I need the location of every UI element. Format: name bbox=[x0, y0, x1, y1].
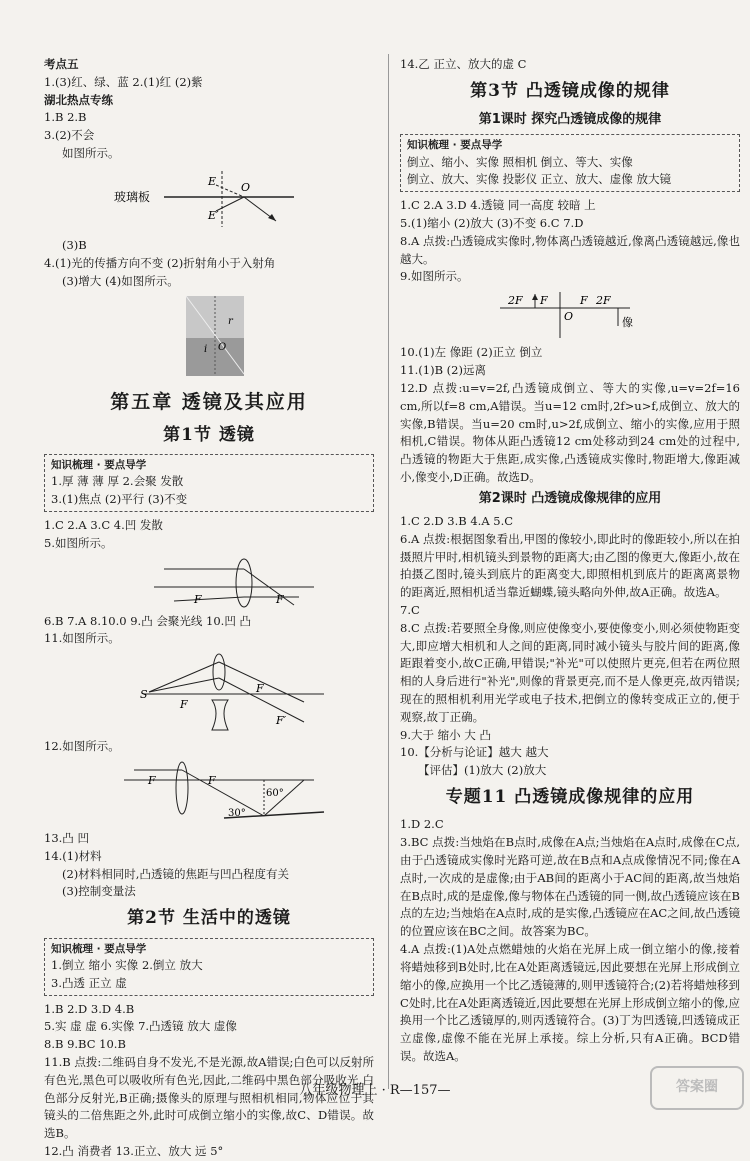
answer-line: 9.大于 缩小 大 凸 bbox=[400, 727, 491, 742]
answer-line: 倒立、放大、实像 投影仪 正立、放大、虚像 放大镜 bbox=[407, 172, 671, 187]
section-title: 第1节 透镜 bbox=[163, 424, 255, 445]
answer-line: (2)材料相同时,凸透镜的焦距与凹凸程度有关 bbox=[62, 866, 289, 881]
topic-title: 专题11 凸透镜成像规律的应用 bbox=[445, 787, 695, 808]
watermark-logo: 答案圈 bbox=[650, 1066, 744, 1110]
lens-mirror-diagram-svg bbox=[44, 760, 374, 826]
answer-line: 10.【分析与论证】越大 越大 bbox=[400, 745, 549, 760]
answer-line: 3.(1)焦点 (2)平行 (3)不变 bbox=[51, 492, 188, 507]
focus-f-left: F bbox=[148, 774, 156, 788]
label-f-right: F bbox=[580, 294, 588, 308]
section-title: 第2节 生活中的透镜 bbox=[127, 908, 291, 929]
label-image: 像 bbox=[622, 316, 633, 330]
knowledge-box bbox=[400, 134, 740, 192]
label-2f-right: 2F bbox=[596, 294, 611, 308]
answer-line: 14.乙 正立、放大的虚 C bbox=[400, 57, 527, 71]
answer-line: 1.厚 薄 薄 厚 2.会聚 发散 bbox=[51, 474, 184, 489]
answer-paragraph: 8.A 点拨:凸透镜成实像时,物体离凸透镜越近,像离凸透镜越远,像也越大。 bbox=[400, 233, 740, 266]
section-title: 第3节 凸透镜成像的规律 bbox=[470, 80, 670, 101]
answer-line: 6.B 7.A 8.10.0 9.凸 会聚光线 10.凹 凸 bbox=[44, 613, 251, 628]
image-position-diagram bbox=[400, 290, 740, 340]
answer-line: 12.凸 消费者 13.正立、放大 远 5° bbox=[44, 1144, 224, 1159]
answer-line: 9.如图所示。 bbox=[400, 269, 469, 284]
point-o: O bbox=[241, 180, 251, 194]
angle-30: 30° bbox=[228, 808, 246, 820]
answer-line: 1.C 2.A 3.D 4.透镜 同一高度 较暗 上 bbox=[400, 198, 596, 213]
answer-paragraph: 4.A 点拨:(1)A处点燃蜡烛的火焰在光屏上成一倒立缩小的像,接着将蜡烛移到B处时,比在A处距离透镜远,因此要想在光屏上形成倒立缩小的像,应换用一个比乙透镜薄的,则甲透镜符合;(2)若将蜡烛移到C处时,比在A处距离透镜近,因此要想在光屏上形成倒立缩小的像,应换用一个比乙透镜厚的,则丙透镜符合。(3)丁为凹透镜,凹透镜成正立虚像,虚像不能在光屏上承接。综上分析,只有A正确。BCD错误。故选A。 bbox=[400, 942, 740, 1063]
answer-line: 12.如图所示。 bbox=[44, 739, 120, 754]
answer-line: 8.B 9.BC 10.B bbox=[44, 1037, 126, 1052]
knowledge-box-title: 知识梳理 · 要点导学 bbox=[407, 139, 503, 152]
mirror-label: 玻璃板 bbox=[114, 189, 151, 204]
point-o: O bbox=[218, 342, 227, 354]
answer-line: 1.倒立 缩小 实像 2.倒立 放大 bbox=[51, 957, 203, 972]
answer-paragraph: 8.C 点拨:若要照全身像,则应使像变小,要使像变小,则必须使物距变大,即应增大相机和人之间的距离,同时减小镜头与胶片间的距离,像距跟着变小,故C正确,甲错误;"补光"可以使照片更亮,但若在两位照相的人身后进行"补光",则像的背景更亮,而不是人像更亮,故丙错误;现在的照相机利用光学或电子技术,把倒立的像转变成正立的,便于观察,故丁正确。 bbox=[400, 620, 740, 724]
chapter-title: 第五章 透镜及其应用 bbox=[110, 391, 308, 414]
left-column bbox=[44, 56, 374, 1161]
label-2f-left: 2F bbox=[508, 294, 523, 308]
answer-line: 如图所示。 bbox=[62, 146, 120, 161]
answer-paragraph: 12.D 点拨:u=v=2f,凸透镜成倒立、等大的实像,u=v=2f=16 cm,所以f=8 cm,A错误。当u=12 cm时,2f>u>f,成倒立、放大的实像,B错误。当u=20 cm时,u>2f,成倒立、缩小的实像,应用于照相机,C错误。物体从距凸透镜12 cm处移动到24 cm处的过程中,凸透镜的物距大于焦距,成实像,凸透镜成实像时,物距增大,像距减小,像变小,D正确。故选D。 bbox=[400, 380, 740, 484]
column-divider bbox=[388, 54, 389, 1089]
lesson-title: 第1课时 探究凸透镜成像的规律 bbox=[478, 112, 662, 128]
answer-line: 11.(1)B (2)远离 bbox=[400, 363, 486, 378]
point-s: S bbox=[140, 688, 148, 702]
answer-line: 5.如图所示。 bbox=[44, 535, 113, 550]
focus-f-right: F bbox=[276, 592, 284, 606]
answer-paragraph: 11.B 点拨:二维码自身不发光,不是光源,故A错误;白色可以反射所有色光,黑色可以吸收所有色光,因此,二维码中黑色部分吸收光,白色部分反射光,B正确;摄像头的原理与照相机相同,物体应位于其镜头的二倍焦距之外,此时可成倒立缩小的实像,故C、D错误。故选B。 bbox=[44, 1054, 374, 1141]
knowledge-box-title: 知识梳理 · 要点导学 bbox=[51, 459, 147, 472]
section-kd5-title: 考点五 bbox=[44, 57, 79, 71]
answer-line: 14.(1)材料 bbox=[44, 848, 102, 863]
focus-f-prime: F′ bbox=[276, 714, 287, 728]
answer-paragraph: 3.BC 点拨:当烛焰在B点时,成像在A点;当烛焰在A点时,成像在C点,由于凸透镜成实像时光路可逆,故在B点和A点成像情况不同;像在A点时,一次成的是虚像;由于AB间的距离小于AC间的距离,故当烛焰在B点时,成的是虚像,像与物体在凸透镜的同一侧,故凸透镜应该在B点的左边;当烛焰在A点时,成的是实像,凸透镜应在AC之间,故凸透镜的位置应该在BC之间。故答案为BC。 bbox=[400, 835, 740, 939]
answer-paragraph: 6.A 点拨:根据图象看出,甲图的像较小,即此时的像距较小,所以在拍摄照片甲时,相机镜头到景物的距离大;由乙图的像更大,像距小,故在拍摄乙图时,镜头到底片的距离变大,即照相机到底片的距离离景物的距离近,照相机适当靠近蝴蝶,镜头略向外伸,故A正确。故选A。 bbox=[400, 531, 740, 600]
answer-line: (3)控制变量法 bbox=[62, 884, 136, 899]
right-column bbox=[400, 56, 740, 1066]
lens-mirror-diagram bbox=[44, 760, 374, 826]
point-e-prime: E′ bbox=[208, 208, 219, 222]
point-e: E bbox=[208, 174, 217, 188]
answer-line: 3.(2)不会 bbox=[44, 128, 95, 143]
knowledge-box bbox=[44, 938, 374, 996]
answer-line: 11.如图所示。 bbox=[44, 631, 120, 646]
angle-i: i bbox=[204, 344, 208, 356]
angle-60: 60° bbox=[266, 788, 284, 800]
focus-f-right: F bbox=[208, 774, 216, 788]
answer-line: 倒立、缩小、实像 照相机 倒立、等大、实像 bbox=[407, 154, 633, 169]
lesson-title: 第2课时 凸透镜成像规律的应用 bbox=[478, 490, 662, 506]
page-footer: 八年级物理上 · R—157— bbox=[299, 1083, 451, 1098]
answer-line: 1.(3)红、绿、蓝 2.(1)红 (2)紫 bbox=[44, 74, 203, 89]
angle-r: r bbox=[228, 316, 233, 328]
image-position-diagram-svg bbox=[400, 290, 740, 340]
answer-line: 10.(1)左 像距 (2)正立 倒立 bbox=[400, 345, 543, 360]
mirror-diagram-svg bbox=[44, 167, 374, 233]
answer-line: 5.(1)缩小 (2)放大 (3)不变 6.C 7.D bbox=[400, 216, 584, 230]
concave-lens-diagram-svg bbox=[44, 652, 374, 734]
convex-lens-diagram bbox=[44, 557, 374, 609]
concave-lens-diagram bbox=[44, 652, 374, 734]
focus-f-right: F bbox=[256, 682, 264, 696]
answer-line: 5.实 虚 虚 6.实像 7.凸透镜 放大 虚像 bbox=[44, 1019, 237, 1034]
answer-line: 1.B 2.B bbox=[44, 110, 87, 125]
answer-line: 7.C bbox=[400, 602, 420, 617]
focus-f-left: F bbox=[194, 592, 202, 606]
answer-line: 13.凸 凹 bbox=[44, 831, 89, 846]
refraction-photo bbox=[44, 294, 374, 378]
answer-line: 3.凸透 正立 虚 bbox=[51, 975, 127, 990]
knowledge-box bbox=[44, 454, 374, 512]
answer-line: 1.C 2.D 3.B 4.A 5.C bbox=[400, 513, 514, 528]
answer-line: 1.B 2.D 3.D 4.B bbox=[44, 1001, 135, 1016]
label-o: O bbox=[564, 310, 574, 324]
label-f-left: F bbox=[540, 294, 548, 308]
answer-line: 1.C 2.A 3.C 4.凹 发散 bbox=[44, 517, 163, 532]
answer-line: 【评估】(1)放大 (2)放大 bbox=[418, 763, 547, 778]
answer-line: 1.D 2.C bbox=[400, 817, 444, 832]
answer-line: (3)增大 (4)如图所示。 bbox=[62, 273, 179, 288]
mirror-diagram bbox=[44, 167, 374, 233]
answer-line: 4.(1)光的传播方向不变 (2)折射角小于入射角 bbox=[44, 255, 276, 270]
knowledge-box-title: 知识梳理 · 要点导学 bbox=[51, 942, 147, 955]
answer-line: (3)B bbox=[62, 237, 87, 252]
section-hubei-title: 湖北热点专练 bbox=[44, 92, 113, 107]
refraction-photo-svg bbox=[44, 294, 374, 378]
focus-f-left: F bbox=[180, 698, 188, 712]
convex-lens-diagram-svg bbox=[44, 557, 374, 609]
